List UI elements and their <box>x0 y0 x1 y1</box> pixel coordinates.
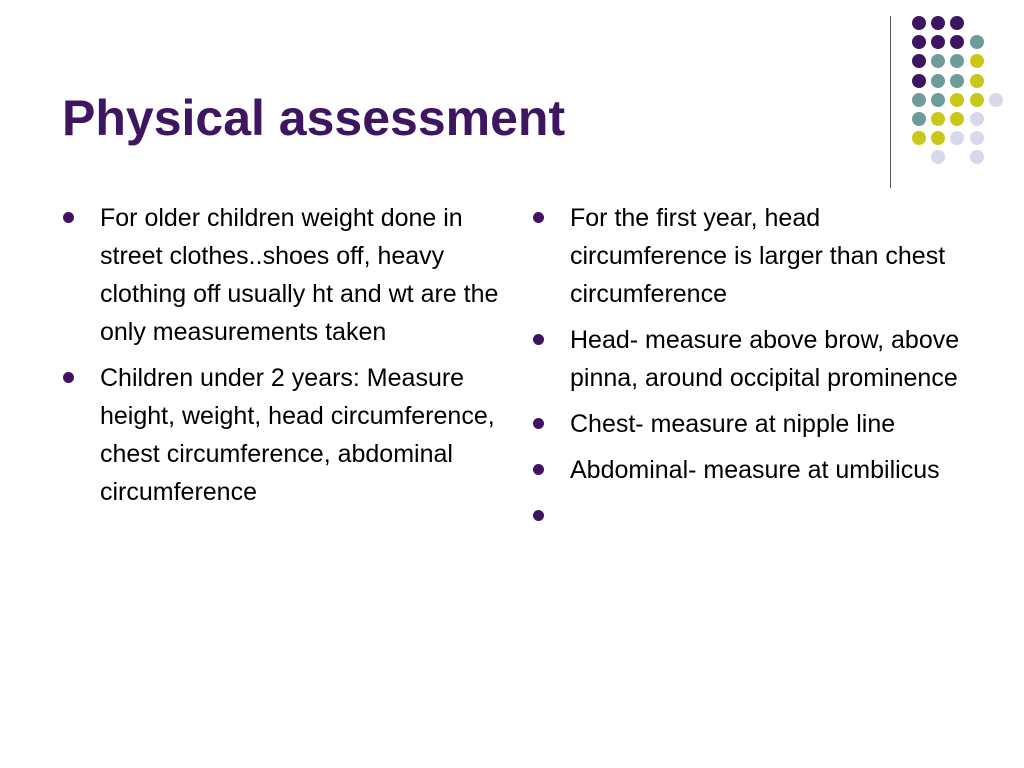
list-item-text: Head- measure above brow, above pinna, around occipital prominence <box>570 326 960 392</box>
list-item-text: For the first year, head circumference is larger than chest circumference <box>570 204 946 308</box>
vertical-divider <box>890 16 891 188</box>
list-item-text: Abdominal- measure at umbilicus <box>570 456 940 484</box>
list-item <box>100 359 500 511</box>
decorative-dot <box>989 93 1003 107</box>
decorative-dot <box>931 35 945 49</box>
list-item-empty <box>570 497 970 535</box>
decorative-dot <box>950 54 964 68</box>
decorative-dot <box>950 112 964 126</box>
bullet-icon <box>533 418 544 429</box>
list-item <box>570 451 970 489</box>
decorative-dot <box>912 16 926 30</box>
decorative-dot <box>970 150 984 164</box>
bullet-icon <box>63 372 74 383</box>
decorative-dot <box>950 16 964 30</box>
slide-title: Physical assessment <box>62 90 566 146</box>
decorative-dot <box>931 16 945 30</box>
decorative-dot <box>931 93 945 107</box>
decorative-dot <box>970 131 984 145</box>
list-item-text: Children under 2 years: Measure height, weight, head circumference, chest circumference, abdominal circumference <box>100 364 495 506</box>
decorative-dot <box>950 131 964 145</box>
list-item-text: For older children weight done in street clothes..shoes off, heavy clothing off usually ht and wt are the only measurements taken <box>100 204 499 346</box>
list-item <box>100 199 500 351</box>
decorative-dot <box>931 54 945 68</box>
list-item-text: Chest- measure at nipple line <box>570 410 896 438</box>
decorative-dot <box>912 74 926 88</box>
decorative-dot <box>970 112 984 126</box>
decorative-dot <box>931 112 945 126</box>
bullet-icon <box>533 334 544 345</box>
decorative-dot <box>970 35 984 49</box>
decorative-dot <box>970 74 984 88</box>
decorative-dot <box>912 54 926 68</box>
decorative-dot <box>912 131 926 145</box>
decorative-dot <box>912 93 926 107</box>
decorative-dot <box>912 112 926 126</box>
list-item <box>570 199 970 313</box>
decorative-dot <box>931 150 945 164</box>
right-bullet-list <box>570 199 970 543</box>
list-item <box>570 405 970 443</box>
decorative-dot <box>950 93 964 107</box>
bullet-icon <box>533 212 544 223</box>
list-item <box>570 321 970 397</box>
decorative-dot <box>912 35 926 49</box>
bullet-icon <box>63 212 74 223</box>
left-bullet-list <box>100 199 500 519</box>
decorative-dot <box>950 35 964 49</box>
decorative-dot <box>970 93 984 107</box>
decorative-dot <box>931 131 945 145</box>
decorative-dot <box>931 74 945 88</box>
decorative-dot <box>950 74 964 88</box>
decorative-dot <box>970 54 984 68</box>
bullet-icon <box>533 464 544 475</box>
bullet-icon <box>533 510 544 521</box>
